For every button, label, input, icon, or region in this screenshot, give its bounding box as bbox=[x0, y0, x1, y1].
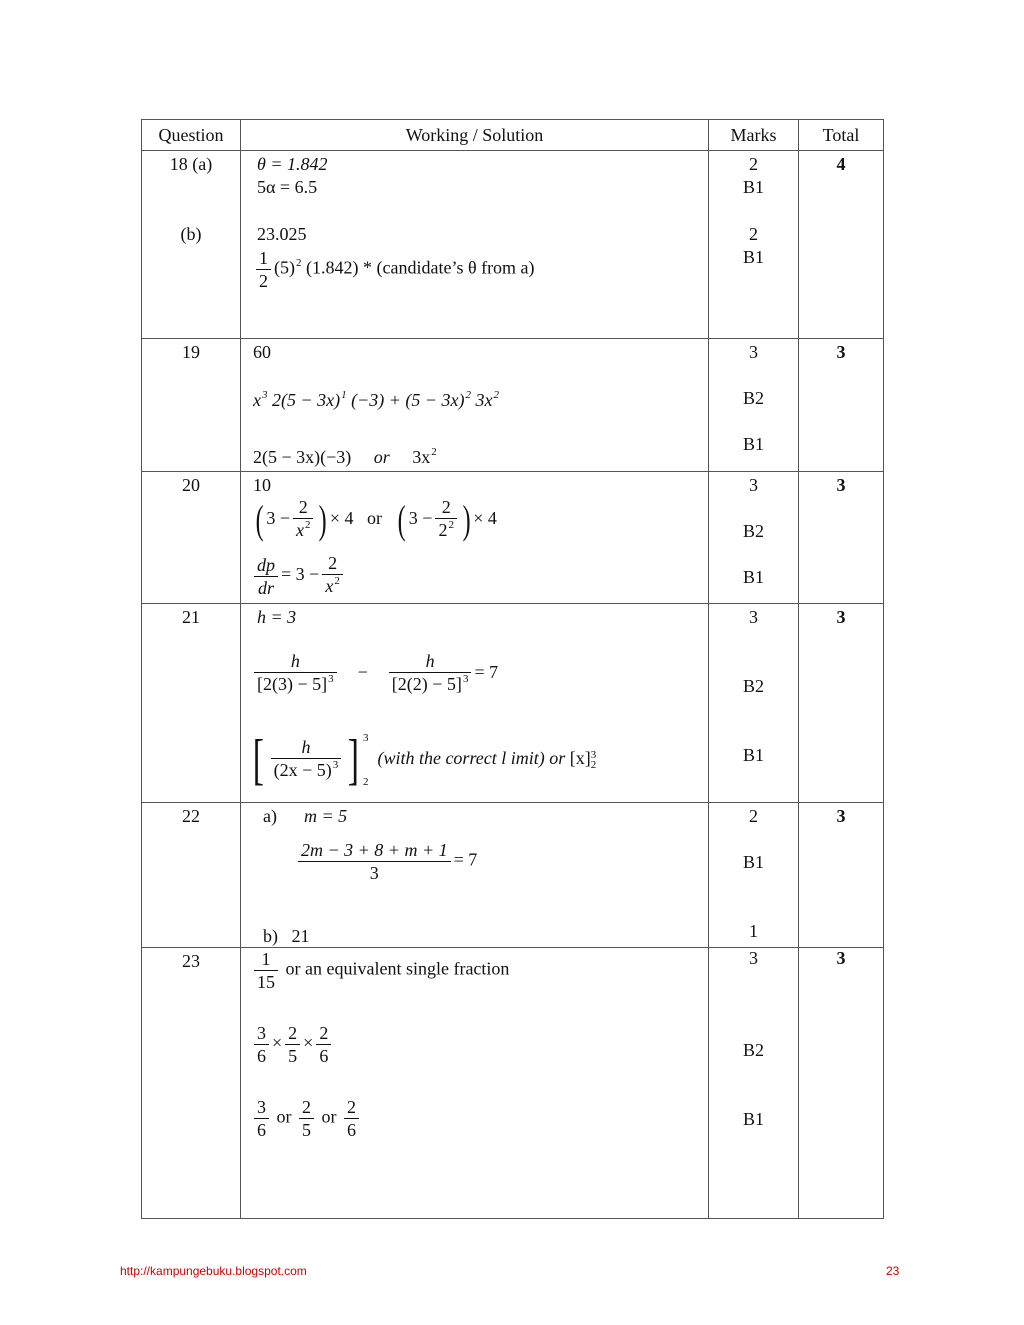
q21-label: 21 bbox=[182, 607, 200, 627]
q23-answer-fraction: $\frac{1}{15}$ bbox=[254, 948, 278, 993]
q21-working-1: $\frac{h}{[2(3) - 5]^3}$ − $\frac{h}{[2(2) - 5]^3}$ = 7 bbox=[251, 650, 498, 698]
q23-option-frac-2: $\frac{2}{5}$ bbox=[299, 1096, 314, 1141]
q18-label-a: 18 (a) bbox=[169, 154, 213, 174]
row-q19 bbox=[142, 339, 884, 472]
row-q22 bbox=[142, 803, 884, 948]
q23-label: 23 bbox=[182, 951, 200, 971]
marking-scheme-table bbox=[141, 119, 884, 1219]
q23-total: 3 bbox=[836, 948, 846, 968]
q18-theta-line: θ = 1.842 bbox=[257, 154, 328, 174]
q20-total: 3 bbox=[836, 475, 846, 495]
footer-page-number: 23 bbox=[886, 1264, 900, 1278]
q23-option-frac-1: $\frac{3}{6}$ bbox=[254, 1096, 269, 1141]
q19-mark-1: 3 bbox=[749, 342, 758, 362]
q18-answer-b: 23.025 bbox=[257, 224, 307, 244]
q18-mark-3: 2 bbox=[749, 224, 758, 244]
q21-mark-2: B2 bbox=[742, 676, 764, 696]
q20-mark-1: 3 bbox=[749, 475, 758, 495]
q22-fraction: $\frac{2m - 3 + 8 + m + 1}{3}$ bbox=[298, 839, 451, 884]
q18-working-b: $\frac{1}{2}$ $(5)^2$ (1.842) * (candidate’s θ from a) bbox=[253, 247, 535, 292]
q21-frac-1: $\frac{h}{[2(3) - 5]^3}$ bbox=[254, 650, 337, 698]
q23-product-frac-1: $\frac{3}{6}$ bbox=[254, 1022, 269, 1067]
q19-working-2: 2(5 − 3x)(−3) or $3x^2$ bbox=[253, 446, 437, 467]
q21-frac-3: $\frac{h}{(2x - 5)^3}$ bbox=[271, 736, 342, 784]
q18-mark-1: 2 bbox=[749, 154, 758, 174]
row-q21 bbox=[142, 604, 884, 803]
header-working: Working / Solution bbox=[241, 120, 709, 151]
q19-total: 3 bbox=[836, 342, 846, 362]
row-q23 bbox=[142, 948, 884, 1219]
q18-half-fraction: $\frac{1}{2}$ bbox=[256, 247, 271, 292]
q21-total: 3 bbox=[836, 607, 846, 627]
q23-working-1: $\frac{3}{6}$ × $\frac{2}{5}$ × $\frac{2}{6}$ bbox=[251, 1022, 334, 1067]
q18-label-b: (b) bbox=[180, 224, 202, 244]
q18-mark-4: B1 bbox=[742, 247, 764, 267]
q23-mark-3: B1 bbox=[742, 1109, 764, 1129]
footer-url-link[interactable]: http://kampungebuku.blogspot.com bbox=[120, 1264, 307, 1278]
q21-working-2: [ $\frac{h}{(2x - 5)^3}$ ] 3 2 (with the correct l imit) or [x] 3 2 bbox=[252, 729, 597, 791]
q20-working-2: $\frac{dp}{dr}$ = 3 − $\frac{2}{x^2}$ bbox=[251, 552, 346, 600]
q22-part-a: a) m = 5 bbox=[263, 806, 348, 826]
q22-label: 22 bbox=[182, 806, 200, 826]
q20-mark-2: B2 bbox=[742, 521, 764, 541]
q20-working-1: ( 3 − $\frac{2}{x^2}$ ) × 4 or ( 3 − $\frac{2}{2^2}$ ) × 4 bbox=[255, 497, 497, 542]
q23-mark-2: B2 bbox=[742, 1040, 764, 1060]
q19-mark-3: B1 bbox=[742, 434, 764, 454]
q19-mark-2: B2 bbox=[742, 388, 764, 408]
q23-option-frac-3: $\frac{2}{6}$ bbox=[344, 1096, 359, 1141]
q18-mark-2: B1 bbox=[742, 177, 764, 197]
q21-frac-2: $\frac{h}{[2(2) - 5]^3}$ bbox=[389, 650, 472, 698]
q19-answer: 60 bbox=[253, 342, 271, 362]
q22-mark-1: 2 bbox=[749, 806, 758, 826]
q22-mark-2: B1 bbox=[742, 852, 764, 872]
header-total: Total bbox=[799, 120, 884, 151]
q20-deriv-frac: $\frac{2}{x^2}$ bbox=[322, 552, 343, 600]
q22-mark-3: 1 bbox=[749, 921, 758, 941]
q23-product-frac-3: $\frac{2}{6}$ bbox=[316, 1022, 331, 1067]
q20-answer: 10 bbox=[253, 475, 271, 495]
row-q20 bbox=[142, 472, 884, 604]
q18-total: 4 bbox=[836, 154, 846, 174]
q20-label: 20 bbox=[182, 475, 200, 495]
q22-part-b: b) 21 bbox=[263, 926, 310, 946]
row-q18 bbox=[142, 151, 884, 339]
q23-answer: $\frac{1}{15}$ or an equivalent single fraction bbox=[251, 948, 509, 993]
header-question: Question bbox=[142, 120, 241, 151]
q20-frac-1: $\frac{2}{x^2}$ bbox=[293, 496, 314, 544]
q19-label: 19 bbox=[182, 342, 200, 362]
q19-working-1: $x^3$ $2(5 - 3x)^1$ $(-3) + (5 - 3x)^2$ $3x^2$ bbox=[253, 389, 500, 410]
q18-alpha-line: 5α = 6.5 bbox=[257, 177, 318, 197]
q22-total: 3 bbox=[836, 806, 846, 826]
q21-mark-3: B1 bbox=[742, 745, 764, 765]
q23-mark-1: 3 bbox=[749, 948, 758, 968]
q23-product-frac-2: $\frac{2}{5}$ bbox=[285, 1022, 300, 1067]
q20-mark-3: B1 bbox=[742, 567, 764, 587]
q20-derivative: $\frac{dp}{dr}$ bbox=[254, 554, 278, 599]
header-row bbox=[142, 120, 884, 151]
q22-working: $\frac{2m - 3 + 8 + m + 1}{3}$ = 7 bbox=[295, 839, 477, 884]
q23-working-2: $\frac{3}{6}$ or $\frac{2}{5}$ or $\frac{2}{6}$ bbox=[251, 1096, 362, 1141]
q21-answer: h = 3 bbox=[257, 607, 297, 627]
q21-mark-1: 3 bbox=[749, 607, 758, 627]
q20-frac-2: $\frac{2}{2^2}$ bbox=[435, 496, 457, 544]
header-marks: Marks bbox=[709, 120, 799, 151]
